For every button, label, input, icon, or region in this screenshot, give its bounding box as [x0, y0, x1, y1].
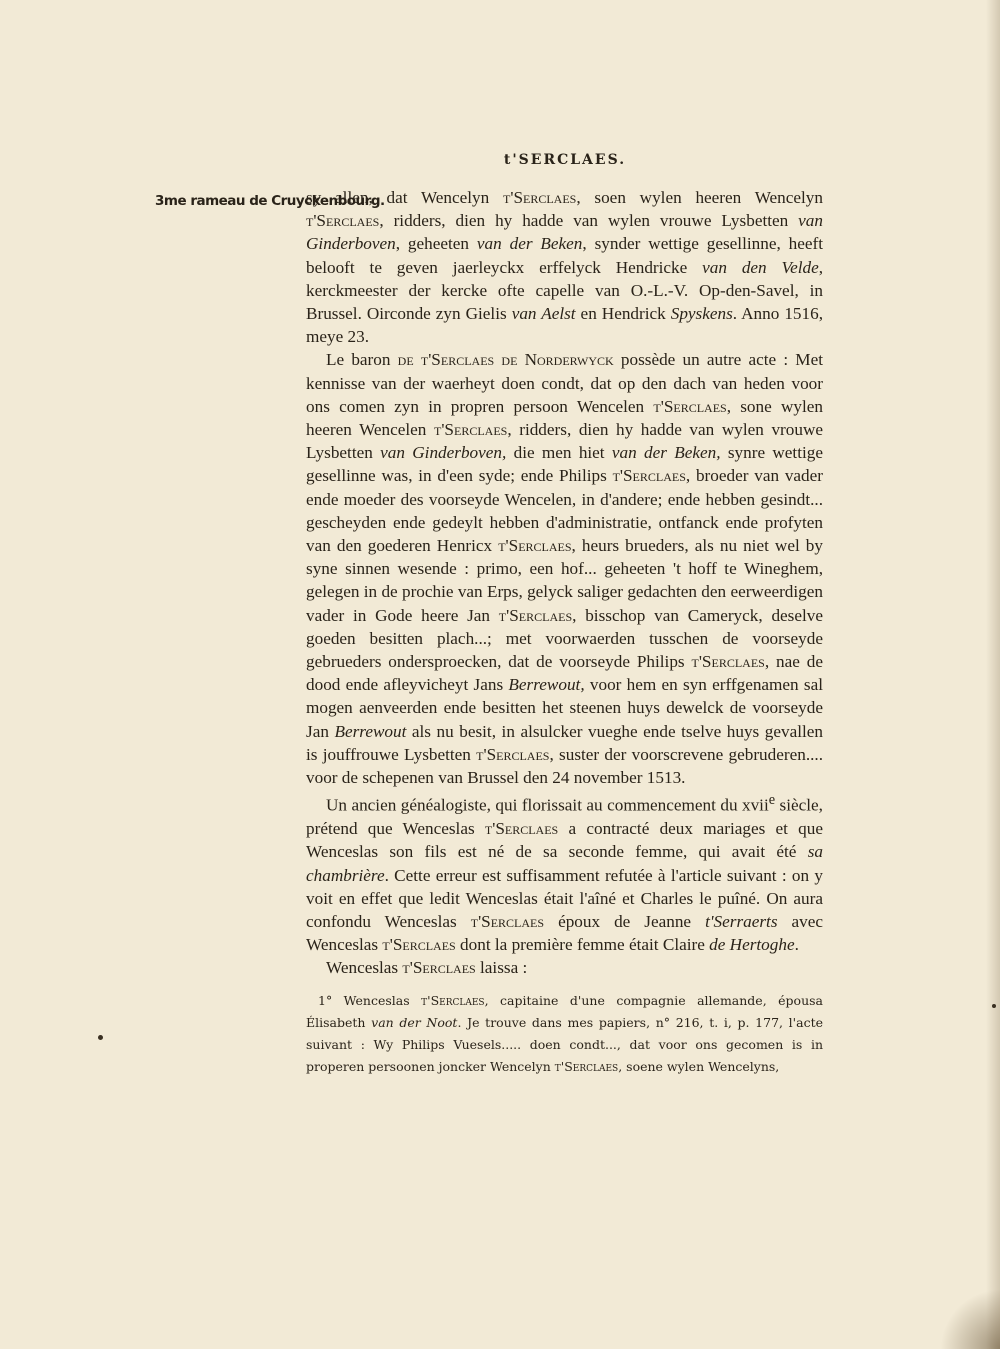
text-run: , ridders, dien hy hadde van wylen vrouwe Lysbetten [306, 420, 823, 463]
name-italic: Berrewout, [508, 675, 585, 695]
text-run: Le baron [326, 350, 398, 370]
text-run: Un ancien généalogiste, qui florissait au commencement du xvii [326, 796, 769, 816]
ink-speck-right [992, 1004, 996, 1008]
name-smallcaps: t'Serclaes [503, 188, 577, 207]
name-smallcaps: t'Serclaes [476, 744, 550, 764]
corner-stain [940, 1289, 1000, 1349]
text-run: , geheeten [395, 234, 477, 254]
text-run: , heurs brueders, als nu niet wel by syne sinnen wesende : primo, een hof... geheeten 't hoff te Wineghem, gelegen in de prochie van Erps, gelyck saliger gedachten den eerweerdigen vader in Gode heere Jan [306, 536, 823, 625]
text-run: synre wettige gesellinne was, in d'een syde; ende Philips [306, 443, 823, 486]
paragraph [306, 186, 823, 348]
footnote [306, 990, 823, 1078]
text-run: , broeder van vader ende moeder des voorseyde Wencelen, in d'andere; ende hebben gesindt... gescheyden ende gedeylt hebben d'administratie, ontfanck ende profyten van den goederen Henricx [306, 466, 823, 556]
text-run: . [794, 935, 799, 955]
name-smallcaps: t'Serclaes [612, 466, 686, 486]
name-italic: van Ginderboven [306, 211, 823, 254]
text-run: 1° Wenceslas [318, 993, 422, 1008]
text-run: dont la première femme était Claire [455, 935, 710, 955]
name-italic: de Hertoghe [709, 935, 795, 955]
text-run: , synder wettige gesellinne, heeft belooft te geven jaerleyckx erffelyck Hendricke [306, 234, 823, 277]
running-head: t'SERCLAES. [503, 152, 627, 168]
ink-speck [98, 1035, 103, 1040]
text-run: e [768, 792, 776, 809]
name-smallcaps: t'Serclaes [382, 935, 456, 955]
text-run: als nu besit, in alsulcker vueghe ende tselve huys gevallen is jouffrouwe Lysbetten [306, 721, 823, 764]
text-run: siècle, prétend que Wenceslas [306, 796, 823, 839]
text-run: , kerckmeester der kercke ofte capelle van O.-L.-V. Op-den-Savel, in Brussel. Oirconde zyn Gielis [306, 257, 824, 324]
name-italic: t'Serraerts [705, 912, 778, 932]
paragraph [306, 956, 823, 979]
text-run: a contracté deux mariages et que Wenceslas son fils est né de sa seconde femme, qui avait été [306, 819, 823, 862]
name-smallcaps: t'Serclaes [653, 396, 727, 416]
text-run: . Anno 1516, meye 23. [306, 304, 823, 347]
name-smallcaps: de t'Serclaes de Norderwyck [397, 350, 614, 370]
paragraph [306, 789, 823, 956]
name-italic: Spyskens [670, 304, 733, 324]
page-edge-shadow [986, 0, 1000, 1349]
text-run: . Je trouve dans mes papiers, n° 216, t. i, p. 177, l'acte suivant : Wy Philips Vuesels..... doen condt..., dat voor ons gecomen is in properen persoonen joncker Wencelyn [306, 1015, 823, 1074]
text-run: , suster der voorscrevene gebruderen.... voor de schepenen van Brussel den 24 november 1513. [306, 744, 824, 788]
name-smallcaps: t'Serclaes [402, 958, 476, 978]
text-run: voor hem en syn erffgenamen sal mogen aenveerden ende besitten het steenen huys dewelck de voorseyde Jan [306, 675, 824, 741]
name-italic: Berrewout [334, 721, 407, 741]
name-smallcaps: t'Serclaes [484, 819, 559, 839]
footnote-paragraph [306, 990, 823, 1078]
main-text [306, 186, 823, 980]
text-run: sy allen, dat Wencelyn [306, 188, 504, 207]
text-run: die men hiet [506, 443, 612, 463]
margin-note: 3me rameau de Cruyckenbourg. [155, 193, 385, 209]
text-run: , ridders, dien hy hadde van wylen vrouwe Lysbetten [379, 211, 799, 231]
name-italic: van der Beken [476, 234, 583, 254]
name-italic: van der Noot [371, 1015, 458, 1030]
text-run: , capitaine d'une compagnie allemande, épousa Élisabeth [306, 993, 823, 1030]
name-smallcaps: t'Serclaes [470, 912, 545, 932]
text-run: , bisschop van Cameryck, deselve goeden besitten plach...; met voorwaerden tusschen de voorseyde gebrueders ondersproecken, dat de voorseyde Philips [306, 605, 823, 672]
text-run: , sone wylen heeren Wencelen [306, 396, 823, 440]
text-run: , soen wylen heeren Wencelyn [576, 188, 823, 207]
name-italic: sa chambrière [306, 842, 823, 885]
name-smallcaps: t'Serclaes [498, 536, 572, 556]
paragraph [306, 348, 823, 789]
name-smallcaps: t'Serclaes [421, 993, 485, 1008]
name-italic: van Aelst [511, 304, 576, 324]
text-run: , nae de dood ende afleyvicheyt Jans [306, 652, 823, 695]
name-italic: van der Beken, [611, 443, 721, 463]
text-run: époux de Jeanne [544, 912, 706, 932]
name-smallcaps: t'Serclaes [306, 211, 380, 231]
text-run: laissa : [475, 958, 528, 978]
text-run: Wenceslas [326, 958, 403, 978]
name-smallcaps: t'Serclaes [434, 420, 508, 440]
text-run: possède un autre acte : Met kennisse van der waerheyt doen condt, dat op den dach van heden voor ons comen zyn in propren persoon Wencelen [306, 350, 823, 416]
name-italic: van Ginderboven, [380, 443, 507, 463]
name-smallcaps: t'Serclaes [554, 1059, 619, 1074]
text-run: , soene wylen Wencelyns, [618, 1059, 780, 1074]
name-smallcaps: t'Serclaes [498, 605, 573, 625]
text-run: avec Wenceslas [306, 912, 823, 955]
text-run: en Hendrick [575, 304, 671, 324]
name-smallcaps: t'Serclaes [691, 652, 765, 672]
text-run: . Cette erreur est suffisamment refutée à l'article suivant : on y voit en effet que ledit Wenceslas était l'aîné et Charles le puîné. On aura confondu Wenceslas [306, 865, 823, 932]
name-italic: van den Velde [702, 257, 819, 277]
